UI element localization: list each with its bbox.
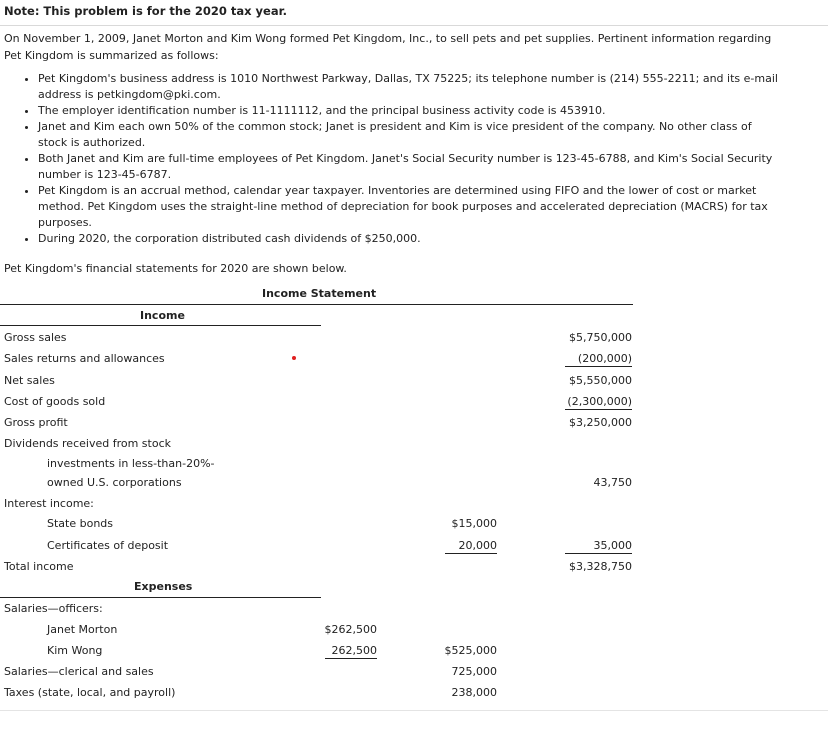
row-label-net-sales: Net sales bbox=[4, 374, 55, 387]
row-label-kim: Kim Wong bbox=[47, 644, 103, 657]
intro-paragraph: On November 1, 2009, Janet Morton and Kim Wong formed Pet Kingdom, Inc., to sell pets and pet supplies. Pertinent information regarding Pet Kingdom is summarized as follows: bbox=[4, 32, 772, 62]
value-kim: 262,500 bbox=[325, 644, 377, 659]
row-label-dividends: Dividends received from stock bbox=[4, 437, 171, 450]
row-label-returns: Sales returns and allowances bbox=[4, 352, 165, 365]
value-net-sales: $5,550,000 bbox=[569, 374, 632, 387]
list-item: • Pet Kingdom is an accrual method, calendar year taxpayer. Inventories are determined using FIFO and the lower of cost or market method. Pet Kingdom uses the straight-line method of depreciation for book purposes and accelerated depreciation (MACRS) for tax purposes. bbox=[38, 183, 782, 231]
row-label-taxes: Taxes (state, local, and payroll) bbox=[4, 686, 176, 699]
expenses-heading-rule bbox=[0, 597, 321, 598]
value-gross-profit: $3,250,000 bbox=[569, 416, 632, 429]
row-label-gross-profit: Gross profit bbox=[4, 416, 68, 429]
row-label-cds: Certificates of deposit bbox=[47, 539, 169, 552]
value-janet: $262,500 bbox=[324, 623, 377, 636]
statement-title: Income Statement bbox=[262, 287, 377, 300]
list-item: • During 2020, the corporation distributed cash dividends of $250,000. bbox=[38, 231, 782, 247]
expenses-heading: Expenses bbox=[134, 580, 193, 593]
value-cogs: (2,300,000) bbox=[565, 395, 632, 410]
income-heading: Income bbox=[140, 309, 185, 322]
value-cds: 20,000 bbox=[445, 539, 497, 554]
statement-intro: Pet Kingdom's financial statements for 2020 are shown below. bbox=[4, 262, 347, 275]
title-rule bbox=[0, 304, 633, 305]
row-label-interest: Interest income: bbox=[4, 497, 94, 510]
value-gross-sales: $5,750,000 bbox=[569, 331, 632, 344]
row-label-janet: Janet Morton bbox=[47, 623, 118, 636]
marker-dot bbox=[292, 356, 296, 360]
value-officers-total: $525,000 bbox=[444, 644, 497, 657]
value-interest-total: 35,000 bbox=[565, 539, 632, 554]
row-label-clerical: Salaries—clerical and sales bbox=[4, 665, 154, 678]
list-item: • Janet and Kim each own 50% of the common stock; Janet is president and Kim is vice president of the company. No other class of stock is authorized. bbox=[38, 119, 782, 151]
row-label-gross-sales: Gross sales bbox=[4, 331, 67, 344]
row-label-dividends-cont: owned U.S. corporations bbox=[47, 476, 182, 489]
value-state-bonds: $15,000 bbox=[451, 517, 497, 530]
value-clerical: 725,000 bbox=[451, 665, 497, 678]
divider bbox=[0, 710, 828, 711]
income-heading-rule bbox=[0, 325, 321, 326]
row-label-state-bonds: State bonds bbox=[47, 517, 114, 530]
list-item: • The employer identification number is 11-1111112, and the principal business activity code is 453910. bbox=[38, 103, 782, 119]
row-label-salaries-officers: Salaries—officers: bbox=[4, 602, 103, 615]
value-returns: (200,000) bbox=[565, 352, 632, 367]
value-total-income: $3,328,750 bbox=[569, 560, 632, 573]
list-item: • Pet Kingdom's business address is 1010 Northwest Parkway, Dallas, TX 75225; its telephone number is (214) 555-2211; and its e-mail address is petkingdom@pki.com. bbox=[38, 71, 782, 103]
row-label-total-income: Total income bbox=[4, 560, 74, 573]
row-label-dividends-cont: investments in less-than-20%- bbox=[47, 457, 215, 470]
divider bbox=[0, 25, 828, 26]
facts-list bbox=[0, 71, 782, 247]
value-dividends: 43,750 bbox=[593, 476, 632, 489]
list-item: • Both Janet and Kim are full-time employees of Pet Kingdom. Janet's Social Security number is 123-45-6788, and Kim's Social Security number is 123-45-6787. bbox=[38, 151, 782, 183]
value-taxes: 238,000 bbox=[451, 686, 497, 699]
note-heading: Note: This problem is for the 2020 tax year. bbox=[4, 4, 288, 18]
row-label-cogs: Cost of goods sold bbox=[4, 395, 106, 408]
